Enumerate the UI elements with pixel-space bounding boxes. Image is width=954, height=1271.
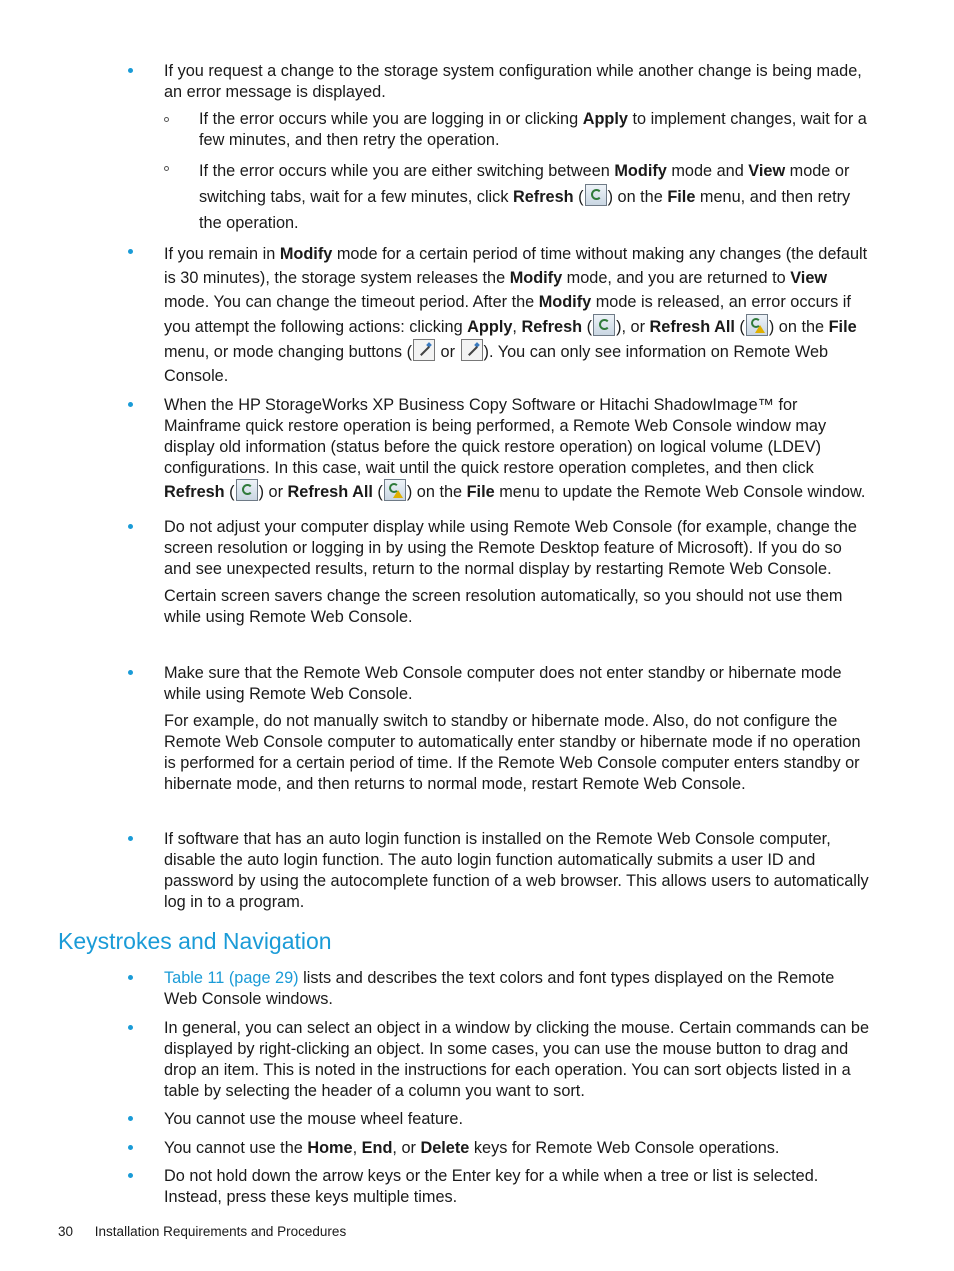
- text-run: mode is released, an error occurs if you attempt the following actions: clicking: [164, 293, 851, 336]
- text-run: ,: [512, 318, 522, 336]
- page-number: 30: [58, 1224, 74, 1239]
- list-item: [164, 1166, 870, 1208]
- ui-term-view: View: [790, 269, 828, 287]
- ui-term-modify: Modify: [538, 293, 592, 311]
- list-item: [164, 829, 870, 913]
- refresh-icon: [585, 184, 607, 206]
- ui-term-apply: Apply: [467, 318, 513, 336]
- bullet-marker: [128, 1109, 136, 1117]
- sub-bullet-marker: [164, 158, 172, 179]
- text-run: or: [436, 343, 460, 361]
- sub-list-item: [199, 158, 870, 236]
- list-item: [164, 968, 870, 1010]
- paragraph: Do not adjust your computer display while using Remote Web Console (for example, change the screen resolution or logging in by using the Remote Desktop feature of Microsoft). If you do so and see unexpected results, return to the normal display by restarting Remote Web Console.: [164, 518, 857, 578]
- paragraph: [164, 1138, 870, 1159]
- text-run: mode or switching tabs, wait for a few minutes, click: [199, 162, 850, 206]
- text-run: ). You can only see information on Remote Web Console.: [164, 343, 829, 385]
- key-end: End: [361, 1139, 393, 1157]
- text-run: If the error occurs while you are logging in or clicking: [199, 110, 583, 128]
- paragraph: If you request a change to the storage system configuration while another change is being made, an error message is displayed.: [164, 62, 862, 101]
- paragraph: [199, 109, 870, 151]
- ui-term-file: File: [667, 188, 696, 206]
- text-run: menu, and then retry the operation.: [199, 188, 851, 232]
- paragraph: Do not hold down the arrow keys or the Enter key for a while when a tree or list is selected. Instead, press these keys multiple times.: [164, 1167, 819, 1206]
- sub-list-item: [199, 109, 870, 151]
- text-run: (: [582, 318, 593, 336]
- ui-term-modify: Modify: [279, 245, 333, 263]
- refresh-icon: [236, 479, 258, 501]
- text-run: (: [573, 188, 584, 206]
- refresh-all-icon: [746, 314, 768, 336]
- list-item: [164, 395, 870, 503]
- bullet-marker: [128, 395, 136, 403]
- text-run: If the error occurs while you are either switching between: [199, 162, 615, 180]
- ui-term-refresh: Refresh: [521, 318, 583, 336]
- text-run: You cannot use the: [164, 1139, 308, 1157]
- text-run: keys for Remote Web Console operations.: [469, 1139, 780, 1157]
- text-run: When the HP StorageWorks XP Business Copy Software or Hitachi ShadowImage™ for Mainframe quick restore operation is being performed, a Remote Web Console window may display old information (status before the quick restore operation) on logical volume (LDEV) configurations. In this case, wait until the quick restore operation completes, and then click: [164, 396, 827, 477]
- refresh-all-icon: [384, 479, 406, 501]
- bullet-marker: [128, 1018, 136, 1026]
- bullet-marker: [128, 1166, 136, 1174]
- text-run: ) on the: [768, 318, 829, 336]
- text-run: If you remain in: [164, 245, 280, 263]
- paragraph: Make sure that the Remote Web Console computer does not enter standby or hibernate mode while using Remote Web Console.: [164, 664, 842, 703]
- ui-term-refresh: Refresh: [164, 483, 225, 501]
- text-run: to implement changes, wait for a few minutes, and then retry the operation.: [199, 110, 867, 149]
- bullet-marker: [128, 242, 136, 250]
- ui-term-refresh-all: Refresh All: [649, 318, 735, 336]
- text-run: lists and describes the text colors and font types displayed on the Remote Web Console windows.: [164, 969, 835, 1008]
- key-delete: Delete: [420, 1139, 470, 1157]
- bullet-marker: [128, 663, 136, 671]
- text-run: ) or: [258, 483, 288, 501]
- list-item: [164, 1109, 870, 1130]
- paragraph: [164, 395, 870, 503]
- list-item: [164, 1018, 870, 1102]
- table-reference-link[interactable]: Table 11 (page 29): [164, 969, 299, 987]
- bullet-marker: [128, 968, 136, 976]
- ui-term-apply: Apply: [582, 110, 628, 128]
- mode-change-icon: [461, 339, 483, 361]
- text-run: (: [224, 483, 235, 501]
- text-run: mode. You can change the timeout period. After the: [164, 293, 539, 311]
- ui-term-modify: Modify: [614, 162, 667, 180]
- refresh-icon: [593, 314, 615, 336]
- bullet-marker: [128, 829, 136, 837]
- text-run: mode for a certain period of time without making any changes (the default is 30 minutes), the storage system releases the: [164, 245, 868, 287]
- bullet-marker: [128, 1138, 136, 1146]
- paragraph: Certain screen savers change the screen resolution automatically, so you should not use them while using Remote Web Console.: [164, 587, 843, 626]
- section-heading: Keystrokes and Navigation: [58, 928, 332, 954]
- list-item: [164, 242, 870, 388]
- ui-term-modify: Modify: [509, 269, 563, 287]
- text-run: mode and: [666, 162, 749, 180]
- list-item: [164, 61, 870, 103]
- list-item: [164, 1138, 870, 1159]
- text-run: ,: [352, 1139, 362, 1157]
- list-item: [164, 663, 870, 795]
- ui-term-refresh-all: Refresh All: [287, 483, 373, 501]
- text-run: menu, or mode changing buttons (: [164, 343, 412, 361]
- ui-term-file: File: [466, 483, 495, 501]
- paragraph: [164, 242, 870, 388]
- text-run: ) on the: [607, 188, 668, 206]
- ui-term-refresh: Refresh: [512, 188, 574, 206]
- ui-term-file: File: [828, 318, 857, 336]
- text-run: mode, and you are returned to: [562, 269, 791, 287]
- bullet-marker: [128, 517, 136, 525]
- ui-term-view: View: [748, 162, 786, 180]
- sub-bullet-marker: [164, 109, 172, 130]
- text-run: , or: [392, 1139, 421, 1157]
- text-run: ), or: [616, 318, 650, 336]
- list-item: [164, 517, 870, 628]
- bullet-marker: [128, 61, 136, 69]
- paragraph: For example, do not manually switch to standby or hibernate mode. Also, do not configure the Remote Web Console computer to automatically enter standby or hibernate mode if no operation is performed for a certain period of time. If the Remote Web Console computer enters standby or hibernate mode, and then returns to normal mode, restart Remote Web Console.: [164, 712, 861, 793]
- paragraph: [164, 968, 870, 1010]
- key-home: Home: [307, 1139, 353, 1157]
- text-run: ) on the: [406, 483, 467, 501]
- mode-change-icon: [413, 339, 435, 361]
- page-footer: [58, 1223, 346, 1241]
- text-run: (: [372, 483, 383, 501]
- paragraph: If software that has an auto login function is installed on the Remote Web Console computer, disable the auto login function. The auto login function automatically submits a user ID and password by using the autocomplete function of a web browser. This allows users to automatically log in to a program.: [164, 830, 869, 911]
- paragraph: You cannot use the mouse wheel feature.: [164, 1110, 464, 1128]
- footer-title: Installation Requirements and Procedures: [94, 1224, 347, 1239]
- text-run: menu to update the Remote Web Console window.: [494, 483, 866, 501]
- paragraph: [199, 158, 870, 236]
- text-run: (: [734, 318, 745, 336]
- paragraph: In general, you can select an object in a window by clicking the mouse. Certain commands can be displayed by right-clicking an object. In some cases, you can use the mouse button to drag and drop an item. This is noted in the instructions for each operation. You can sort objects listed in a table by selecting the header of a column you want to sort.: [164, 1019, 869, 1100]
